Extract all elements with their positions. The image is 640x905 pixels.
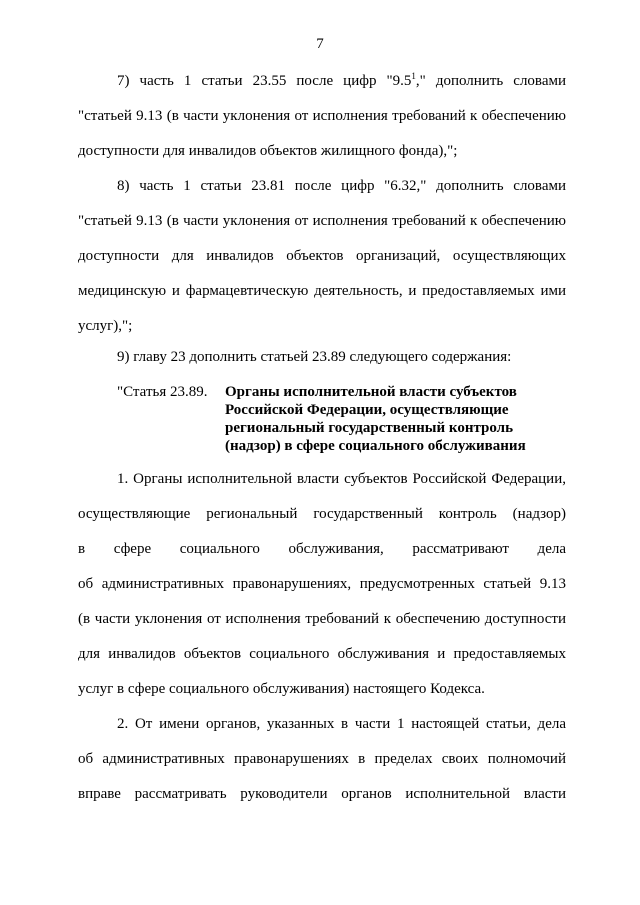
para1-line: для инвалидов объектов социального обслуживания и предоставляемых [78,646,566,662]
item7-line2: "статьей 9.13 (в части уклонения от исполнения требований к обеспечению [78,108,566,124]
article-title-line: Органы исполнительной власти субъектов [225,384,517,400]
para1-line: осуществляющие региональный государственный контроль (надзор) [78,506,566,522]
item7-line3: доступности для инвалидов объектов жилищного фонда),"; [78,143,458,159]
item7-line1 [117,72,566,90]
article-title-line: (надзор) в сфере социального обслуживания [225,438,526,454]
article-title [225,383,570,455]
article-title-line: Российской Федерации, осуществляющие [225,402,509,418]
item8-line4: медицинскую и фармацевтическую деятельность, и предоставляемых ими [78,283,566,299]
item7-line1-pre: 7) часть 1 статьи 23.55 после цифр "9.5 [117,73,412,89]
item8-line3: доступности для инвалидов объектов организаций, осуществляющих [78,248,566,264]
article-label: "Статья 23.89. [117,384,208,400]
para1-line: услуг в сфере социального обслуживания) настоящего Кодекса. [78,681,485,697]
para1-line: об административных правонарушениях, предусмотренных статьей 9.13 [78,576,566,592]
item8-line2: "статьей 9.13 (в части уклонения от исполнения требований к обеспечению [78,213,566,229]
para1-line: (в части уклонения от исполнения требований к обеспечению доступности [78,611,566,627]
page-number: 7 [316,36,324,52]
item9-line1: 9) главу 23 дополнить статьей 23.89 следующего содержания: [117,349,512,365]
para2-line: 2. От имени органов, указанных в части 1 настоящей статьи, дела [117,716,566,732]
item7-superscript: 1 [411,71,416,81]
para1-line: в сфере социального обслуживания, рассматривают дела [78,541,566,557]
item8-line1: 8) часть 1 статьи 23.81 после цифр "6.32," дополнить словами [117,178,566,194]
item7-line1-post: ," дополнить словами [415,73,566,89]
item8-line5: услуг),"; [78,318,133,334]
para1-line: 1. Органы исполнительной власти субъектов Российской Федерации, [117,471,566,487]
para2-line: об административных правонарушениях в пределах своих полномочий [78,751,566,767]
para2-line: вправе рассматривать руководители органов исполнительной власти [78,786,566,802]
article-title-line: региональный государственный контроль [225,420,514,436]
